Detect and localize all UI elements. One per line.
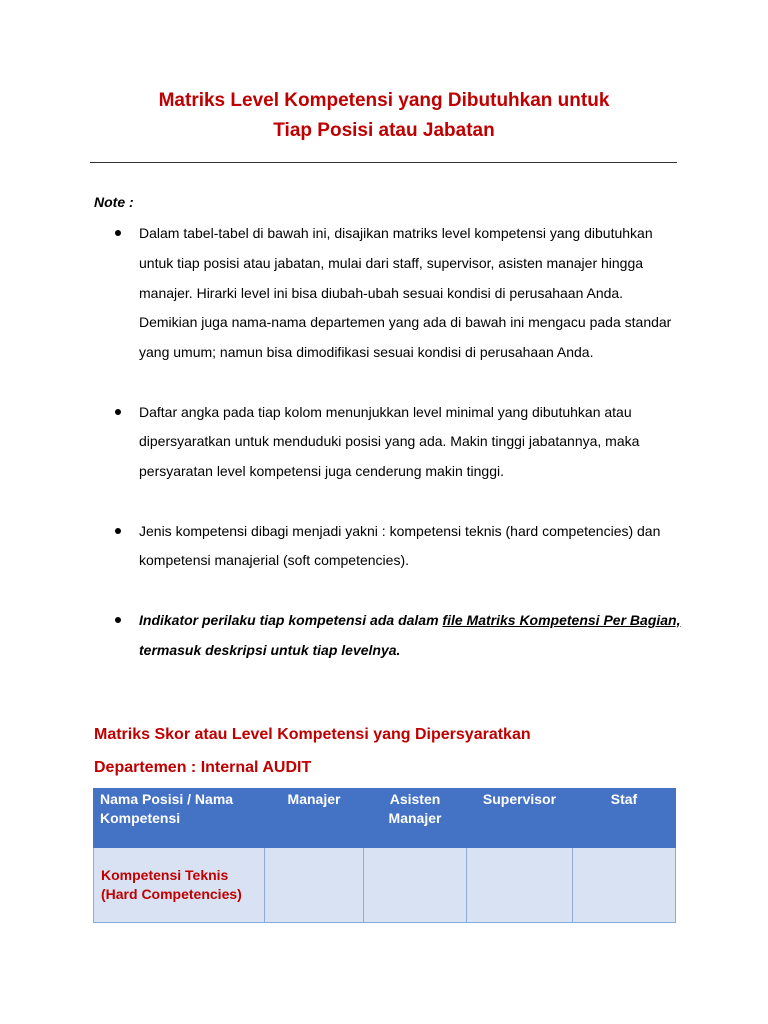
bullet-dot-icon bbox=[115, 230, 121, 236]
note-label: Note : bbox=[94, 194, 134, 210]
note-list bbox=[94, 219, 684, 695]
competency-matrix-table bbox=[93, 788, 676, 923]
table-cell-manajer bbox=[265, 848, 364, 923]
column-header-manajer: Manajer bbox=[265, 789, 364, 848]
note-item-text: Jenis kompetensi dibagi menjadi yakni : kompetensi teknis (hard competencies) dan kompetensi manajerial (soft competencies). bbox=[139, 522, 661, 569]
column-header-supervisor: Supervisor bbox=[467, 789, 573, 848]
table-cell-staf bbox=[573, 848, 676, 923]
note-item bbox=[94, 517, 684, 577]
emphasis-text-before: Indikator perilaku tiap kompetensi ada dalam bbox=[139, 611, 443, 628]
column-header-position: Nama Posisi / Nama Kompetensi bbox=[94, 789, 265, 848]
note-item-emphasis bbox=[94, 606, 684, 666]
bullet-dot-icon bbox=[115, 528, 121, 534]
section-title: Matriks Skor atau Level Kompetensi yang Dipersyaratkan bbox=[94, 726, 531, 743]
note-item-text: Daftar angka pada tiap kolom menunjukkan level minimal yang dibutuhkan atau dipersyaratkan untuk menduduki posisi yang ada. Makin tinggi jabatannya, maka persyaratan level kompetensi juga cenderung makin tinggi. bbox=[139, 403, 640, 480]
column-header-asisten-manajer: Asisten Manajer bbox=[364, 789, 467, 848]
document-title bbox=[90, 86, 678, 146]
department-heading: Departemen : Internal AUDIT bbox=[94, 759, 312, 776]
table-cell-asisten-manajer bbox=[364, 848, 467, 923]
document-title-line-2: Tiap Posisi atau Jabatan bbox=[273, 120, 495, 141]
note-item bbox=[94, 219, 684, 368]
note-item-text: Dalam tabel-tabel di bawah ini, disajikan matriks level kompetensi yang dibutuhkan untuk tiap posisi atau jabatan, mulai dari staff, supervisor, asisten manajer hingga manajer. Hirarki level ini bisa diubah-ubah sesuai kondisi di perusahaan Anda. Demikian juga nama-nama departemen yang ada di bawah ini mengacu pada standar yang umum; namun bisa dimodifikasi sesuai kondisi di perusahaan Anda. bbox=[139, 225, 672, 361]
table-cell-supervisor bbox=[467, 848, 573, 923]
emphasis-text-after: termasuk deskripsi untuk tiap levelnya. bbox=[139, 641, 401, 658]
matriks-file-link[interactable]: file Matriks Kompetensi Per Bagian, bbox=[442, 611, 681, 628]
bullet-dot-icon bbox=[115, 409, 121, 415]
document-title-line-1: Matriks Level Kompetensi yang Dibutuhkan untuk bbox=[158, 90, 610, 111]
table-header-row bbox=[94, 789, 676, 848]
row-label-hard-competencies: Kompetensi Teknis (Hard Competencies) bbox=[94, 848, 265, 923]
column-header-staf: Staf bbox=[573, 789, 676, 848]
table-row bbox=[94, 848, 676, 923]
bullet-dot-icon bbox=[115, 617, 121, 623]
note-item bbox=[94, 398, 684, 487]
title-divider bbox=[90, 162, 677, 163]
